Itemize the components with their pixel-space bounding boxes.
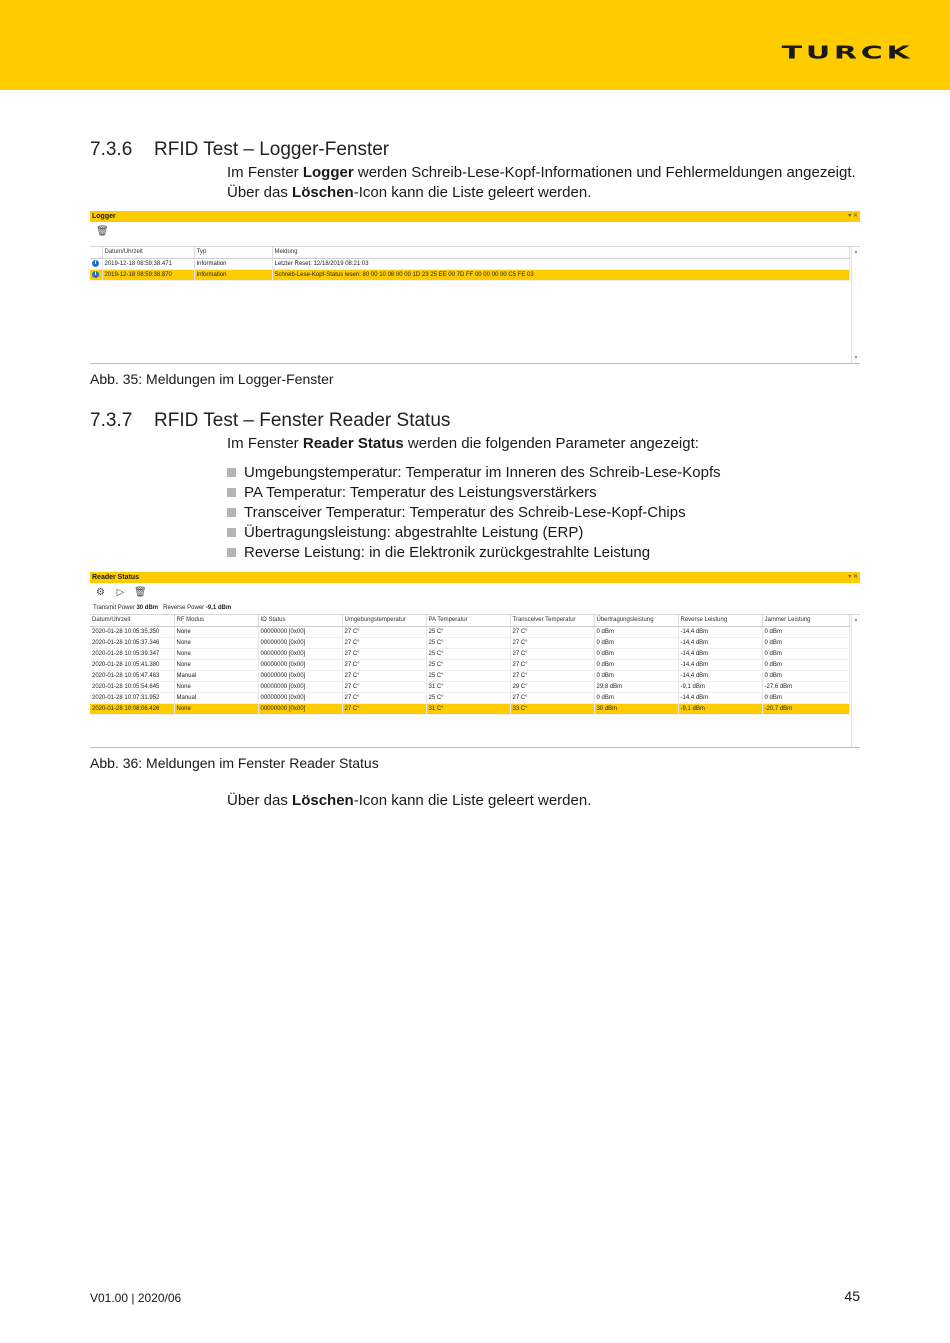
table-cell: 27 C° xyxy=(342,638,426,649)
table-cell: 2020-01-28 10:05:37.346 xyxy=(90,638,174,649)
row-icon-cell xyxy=(90,270,102,281)
turck-logo: TURCK xyxy=(782,42,914,63)
table-cell: 27 C° xyxy=(510,660,594,671)
table-cell: 2020-01-28 10:05:54.645 xyxy=(90,682,174,693)
table-cell: 27 C° xyxy=(510,693,594,704)
table-cell: Schreib-Lese-Kopf-Status lesen: 80 00 10 08 00 00 1D 23 25 EE 00 7D FF 00 00 00 00 C5 FE 03 xyxy=(272,270,850,281)
table-cell: 27 C° xyxy=(342,649,426,660)
table-cell: 31 C° xyxy=(426,682,510,693)
table-cell: 29 C° xyxy=(510,682,594,693)
table-cell: 2019-12-18 08:59:38.471 xyxy=(102,259,194,270)
table-row[interactable] xyxy=(90,660,850,671)
section-heading-7-3-7 xyxy=(90,410,450,432)
table-cell: -9,1 dBm xyxy=(678,682,762,693)
table-cell: 0 dBm xyxy=(594,671,678,682)
figure-caption-36: Abb. 36: Meldungen im Fenster Reader Status xyxy=(90,755,379,771)
window-title-text: Logger xyxy=(92,213,116,220)
table-cell: 25 C° xyxy=(426,660,510,671)
play-icon[interactable]: ▷ xyxy=(116,587,125,598)
table-cell: 2020-01-28 10:07:31.952 xyxy=(90,693,174,704)
list-item: Reverse Leistung: in die Elektronik zurückgestrahlte Leistung xyxy=(227,543,721,563)
table-cell: 27 C° xyxy=(510,671,594,682)
table-cell: None xyxy=(174,704,258,715)
table-cell: Information xyxy=(194,259,272,270)
table-cell: -14,4 dBm xyxy=(678,660,762,671)
column-header[interactable]: Reverse Leistung xyxy=(678,615,762,627)
transmit-power-label: Transmit Power xyxy=(93,605,137,611)
reader-toolbar xyxy=(90,583,860,603)
transmit-power-value: 30 dBm xyxy=(136,605,159,611)
window-controls[interactable]: ▾ ✕ xyxy=(848,213,858,219)
table-cell: -14,4 dBm xyxy=(678,627,762,638)
table-cell: 2020-01-28 10:05:47.463 xyxy=(90,671,174,682)
table-cell: 0 dBm xyxy=(594,660,678,671)
list-item: Umgebungstemperatur: Temperatur im Inneren des Schreib-Lese-Kopfs xyxy=(227,463,721,483)
header-band xyxy=(0,0,950,90)
table-cell: 27 C° xyxy=(342,704,426,715)
table-cell: 27 C° xyxy=(510,649,594,660)
table-cell: 27 C° xyxy=(510,627,594,638)
table-row-selected[interactable] xyxy=(90,270,850,281)
table-cell: Information xyxy=(194,270,272,281)
table-cell: -14,4 dBm xyxy=(678,638,762,649)
text-fragment: Über das xyxy=(227,184,293,201)
table-cell: 0 dBm xyxy=(762,660,850,671)
reader-clear-paragraph xyxy=(227,791,591,811)
bold-term: Logger xyxy=(302,164,354,181)
section-number: 7.3.7 xyxy=(90,410,133,431)
table-cell: 0 dBm xyxy=(762,638,850,649)
section-title: RFID Test – Fenster Reader Status xyxy=(154,410,451,431)
table-cell: 0 dBm xyxy=(762,693,850,704)
table-cell: 2020-01-28 10:08:06.426 xyxy=(90,704,174,715)
table-cell: Letzter Reset: 12/18/2019 08:21:03 xyxy=(272,259,850,270)
section-number: 7.3.6 xyxy=(90,139,133,160)
scroll-up-icon[interactable]: ▲ xyxy=(853,249,859,255)
column-header[interactable]: Datum/Uhrzeit xyxy=(102,247,194,259)
figure-caption-35: Abb. 35: Meldungen im Logger-Fenster xyxy=(90,371,334,387)
table-cell: 0 dBm xyxy=(594,638,678,649)
table-cell: -14,4 dBm xyxy=(678,671,762,682)
reverse-power-label: Reverse Power xyxy=(163,605,206,611)
logger-grid xyxy=(90,246,860,363)
column-header[interactable]: Datum/Uhrzeit xyxy=(90,615,174,627)
row-icon-cell xyxy=(90,259,102,270)
text-fragment: Im Fenster xyxy=(227,435,303,452)
logger-window-title xyxy=(90,211,860,222)
column-header[interactable]: Meldung xyxy=(272,247,850,259)
reader-intro-paragraph xyxy=(227,434,699,454)
table-cell: -14,4 dBm xyxy=(678,693,762,704)
table-cell: 0 dBm xyxy=(594,649,678,660)
column-header[interactable]: Transceiver Temperatur xyxy=(510,615,594,627)
logger-clear-paragraph xyxy=(227,183,591,203)
logger-scrollbar[interactable] xyxy=(851,247,860,363)
table-cell: -14,4 dBm xyxy=(678,649,762,660)
bold-term: Reader Status xyxy=(302,435,404,452)
column-header[interactable]: PA Temperatur xyxy=(426,615,510,627)
table-cell: 0 dBm xyxy=(762,649,850,660)
text-fragment: -Icon kann die Liste geleert werden. xyxy=(353,792,592,809)
reader-window-title xyxy=(90,572,860,583)
table-cell: None xyxy=(174,638,258,649)
reader-status-window xyxy=(90,572,860,748)
logger-header-row xyxy=(90,247,850,259)
table-cell: Manual xyxy=(174,671,258,682)
table-row[interactable] xyxy=(90,259,850,270)
refresh-settings-icon[interactable]: ⚙ xyxy=(96,587,105,598)
page-number: 45 xyxy=(844,1288,860,1304)
table-row[interactable] xyxy=(90,682,850,693)
list-item: PA Temperatur: Temperatur des Leistungsverstärkers xyxy=(227,483,721,503)
table-cell: 00000000 [0x00] xyxy=(258,693,342,704)
table-cell: None xyxy=(174,649,258,660)
table-cell: -9,1 dBm xyxy=(678,704,762,715)
table-cell: Manual xyxy=(174,693,258,704)
list-item: Transceiver Temperatur: Temperatur des Schreib-Lese-Kopf-Chips xyxy=(227,503,721,523)
info-icon: i xyxy=(92,271,99,278)
table-cell: -27,6 dBm xyxy=(762,682,850,693)
column-header[interactable]: Umgebungstemperatur xyxy=(342,615,426,627)
table-cell: 0 dBm xyxy=(762,627,850,638)
table-cell: 2020-01-28 10:05:39.347 xyxy=(90,649,174,660)
table-cell: None xyxy=(174,627,258,638)
reverse-power-value: -9,1 dBm xyxy=(205,605,232,611)
table-cell: 33 C° xyxy=(510,704,594,715)
scroll-up-icon[interactable]: ▲ xyxy=(853,617,859,623)
table-cell: 2019-12-18 08:59:38.870 xyxy=(102,270,194,281)
text-fragment: Im Fenster xyxy=(227,164,303,181)
power-readout xyxy=(93,605,231,611)
bold-term: Löschen xyxy=(292,792,354,809)
table-cell: -20,7 dBm xyxy=(762,704,850,715)
reader-grid xyxy=(90,614,860,747)
table-cell: 00000000 [0x00] xyxy=(258,671,342,682)
window-controls[interactable]: ▾ ✕ xyxy=(848,574,858,580)
section-title: RFID Test – Logger-Fenster xyxy=(154,139,390,160)
column-header[interactable]: Übertragungsleistung xyxy=(594,615,678,627)
table-cell: 00000000 [0x00] xyxy=(258,704,342,715)
column-header[interactable]: RF Modus xyxy=(174,615,258,627)
logger-toolbar xyxy=(90,222,860,242)
info-icon: i xyxy=(92,260,99,267)
table-cell: 00000000 [0x00] xyxy=(258,638,342,649)
bold-term: Löschen xyxy=(292,184,354,201)
window-title-text: Reader Status xyxy=(92,574,140,581)
table-cell: 0 dBm xyxy=(594,693,678,704)
column-header[interactable]: Jammer Leistung xyxy=(762,615,850,627)
scroll-down-icon[interactable]: ▼ xyxy=(853,355,859,361)
table-row[interactable] xyxy=(90,627,850,638)
trash-icon[interactable]: 🗑 xyxy=(96,226,109,237)
table-cell: 0 dBm xyxy=(594,627,678,638)
table-row[interactable] xyxy=(90,693,850,704)
table-cell: None xyxy=(174,660,258,671)
table-cell: 25 C° xyxy=(426,638,510,649)
table-cell: 27 C° xyxy=(342,671,426,682)
table-cell: 27 C° xyxy=(342,627,426,638)
text-fragment: werden Schreib-Lese-Kopf-Informationen und Fehlermeldungen angezeigt. xyxy=(353,164,856,181)
logger-window xyxy=(90,211,860,364)
table-cell: 27 C° xyxy=(342,693,426,704)
column-header[interactable]: IO Status xyxy=(258,615,342,627)
table-cell: 00000000 [0x00] xyxy=(258,682,342,693)
text-fragment: -Icon kann die Liste geleert werden. xyxy=(353,184,592,201)
table-cell: 30 dBm xyxy=(594,704,678,715)
table-cell: 25 C° xyxy=(426,671,510,682)
text-fragment: Über das xyxy=(227,792,293,809)
table-cell: None xyxy=(174,682,258,693)
table-cell: 2020-01-28 10:05:41.380 xyxy=(90,660,174,671)
reader-header-row xyxy=(90,615,850,627)
column-header[interactable]: Typ xyxy=(194,247,272,259)
table-cell: 27 C° xyxy=(342,660,426,671)
list-item: Übertragungsleistung: abgestrahlte Leistung (ERP) xyxy=(227,523,721,543)
table-cell: 25 C° xyxy=(426,693,510,704)
table-row[interactable] xyxy=(90,649,850,660)
table-cell: 31 C° xyxy=(426,704,510,715)
logger-intro-paragraph xyxy=(227,163,856,183)
table-cell: 00000000 [0x00] xyxy=(258,649,342,660)
table-cell: 2020-01-28 10:05:35.350 xyxy=(90,627,174,638)
table-cell: 25 C° xyxy=(426,649,510,660)
text-fragment: werden die folgenden Parameter angezeigt: xyxy=(403,435,699,452)
table-cell: 29,8 dBm xyxy=(594,682,678,693)
table-cell: 0 dBm xyxy=(762,671,850,682)
section-heading-7-3-6 xyxy=(90,139,389,161)
table-cell: 27 C° xyxy=(342,682,426,693)
table-cell: 00000000 [0x00] xyxy=(258,660,342,671)
table-row[interactable] xyxy=(90,638,850,649)
footer-version: V01.00 | 2020/06 xyxy=(90,1291,182,1305)
table-cell: 25 C° xyxy=(426,627,510,638)
reader-scrollbar[interactable] xyxy=(851,615,860,747)
parameter-list xyxy=(227,463,721,563)
table-row-selected[interactable] xyxy=(90,704,850,715)
table-cell: 27 C° xyxy=(510,638,594,649)
trash-icon[interactable]: 🗑 xyxy=(134,587,147,598)
table-row[interactable] xyxy=(90,671,850,682)
header-icon-cell xyxy=(90,247,102,259)
table-cell: 00000000 [0x00] xyxy=(258,627,342,638)
